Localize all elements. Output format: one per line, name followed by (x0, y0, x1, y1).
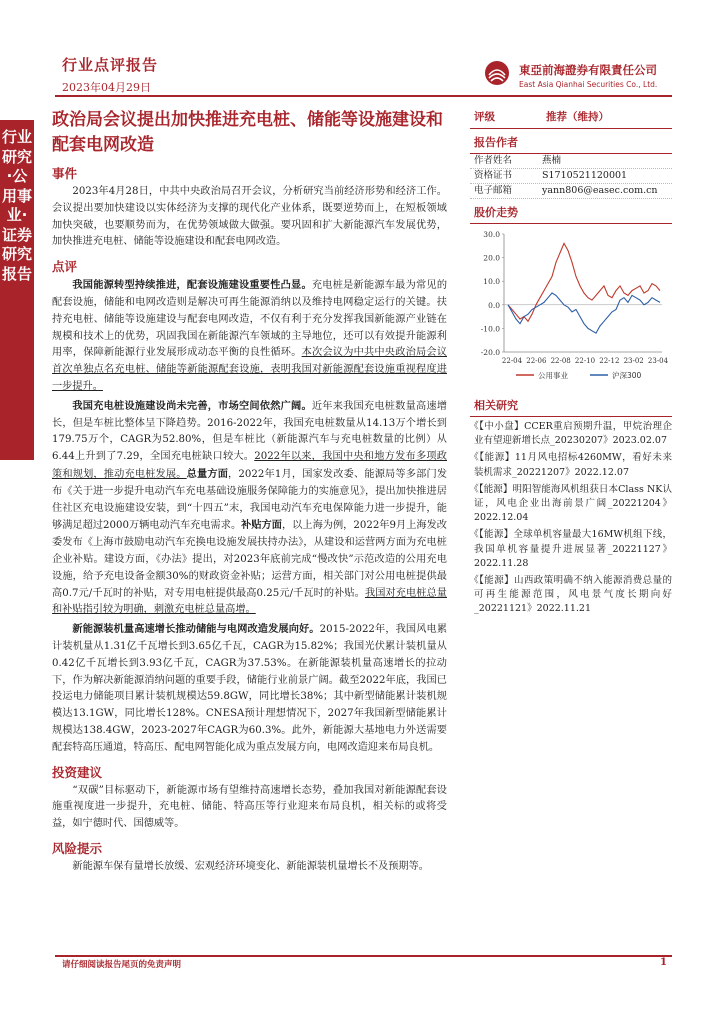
section-heading-risk: 风险提示 (52, 840, 103, 856)
authors-heading: 报告作者 (470, 131, 672, 154)
x-tick-label: 22-08 (550, 357, 571, 365)
rating-row (470, 104, 672, 129)
report-title: 政治局会议提出加快推进充电桩、储能等设施建设和配套电网改造 (52, 110, 443, 155)
author-row (470, 184, 672, 199)
p2-underline-1: 2022年以来，我国中央和地方发布多项政策和规划，推动充电桩发展。 (52, 451, 447, 480)
p2-body-3: ，以上海为例，2022年9月上海发改委发布《上海市鼓励电动汽车充换电设施发展扶持办法》，从建设和运营两方面为充电桩企业补贴。建设方面，《办法》提出，对2023年底前完成“慢改快”示范改造的公用充电设施，给予充电设备金额30%的财政资金补贴；运营方面，相关部门对公用电桩提供最高0.7元/千瓦时的补贴，对专用电桩提供最高0.25元/千瓦时的补贴。 (52, 520, 447, 599)
x-tick-label: 22-04 (501, 357, 523, 365)
y-tick-label: 20.0 (483, 253, 500, 263)
report-date: 2023年04月29日 (62, 81, 151, 94)
main-column (50, 104, 447, 878)
side-banner-text: 行业研究·公用事业·证券研究报告 (1, 128, 32, 283)
p3-body: 2015-2022年，我国风电累计装机量从1.31亿千瓦增长到3.65亿千瓦，CAGR为15.82%；我国光伏累计装机量从0.42亿千瓦增长到3.93亿千瓦，CAGR为37.53%。在新能源装机量高速增长的拉动下，作为解决新能源消纳问题的重要手段，储能行业前景广阔。截至2022年底，我国已投运电力储能项目累计装机规模达59.8GW，同比增长38%；其中新型储能累计装机规模达13.1GW，同比增长128%。CNESA预计理想情况下，2027年我国新型储能累计规模达138.4GW，2023-2027年CAGR为60.3%。此外，新能源大基地电力外送需要配套特高压通道，特高压、配电网智能化成为重点发展方向，电网改造迎来布局良机。 (52, 624, 448, 753)
company-name-cn: 東亞前海證券有限責任公司 (519, 63, 657, 77)
author-label: 作者姓名 (474, 155, 513, 166)
sidebar-column (470, 104, 672, 620)
y-tick-label: 30.0 (483, 230, 500, 239)
related-list (470, 420, 672, 617)
author-email[interactable]: yann806@easec.com.cn (542, 185, 658, 196)
footer-divider (55, 955, 672, 957)
section-heading-comment: 点评 (52, 259, 78, 275)
x-tick-label: 23-04 (647, 357, 669, 365)
author-value: 燕楠 (542, 155, 562, 166)
related-heading: 相关研究 (470, 394, 672, 417)
y-tick-label: -10.0 (480, 324, 500, 334)
author-label: 电子邮箱 (474, 185, 513, 196)
p2-underline-2: 我国对充电桩总量和补贴指引较为明确，刺激充电桩总量高增。 (52, 587, 447, 616)
p2-lead-subsidy: 补贴方面 (241, 519, 282, 532)
comment-paragraph-1 (52, 277, 447, 396)
y-tick-label: -20.0 (480, 348, 500, 357)
company-name-en: East Asia Qianhai Securities Co., Ltd. (519, 80, 658, 89)
author-row (470, 154, 672, 169)
series-line-1 (508, 293, 660, 333)
p3-lead: 新能源装机量高速增长推动储能与电网改造发展向好。 (72, 623, 320, 636)
event-paragraph: 2023年4月28日，中共中央政治局召开会议，分析研究当前经济形势和经济工作。会议提出要加快建设以实体经济为支撑的现代化产业体系，既要逆势而上，在短板领域加快突破，也要顺势而为，在优势领域做大做强。要巩固和扩大新能源汽车发展优势，加快推进充电桩、储能等设施建设和配套电网改造。 (52, 186, 447, 248)
report-type: 行业点评报告 (62, 56, 159, 74)
p1-lead: 我国能源转型持续推进，配套设施建设重要性凸显。 (72, 279, 312, 292)
x-tick-label: 23-02 (623, 357, 644, 365)
related-item[interactable]: 《【能源】明阳智能海风机组获日本Class NK认证，风电企业出海前景广阔_20221204》2022.12.04 (469, 483, 672, 524)
page-number: 1 (660, 957, 667, 968)
x-tick-label: 22-10 (574, 357, 596, 365)
series-line-0 (508, 243, 660, 321)
author-label: 资格证书 (474, 170, 513, 181)
invest-paragraph: “双碳”目标驱动下，新能源市场有望维持高速增长态势，叠加我国对新能源配套设施重视度进一步提升，充电桩、储能、特高压等行业迎来布局良机，相关标的或将受益，如宁德时代、国德威等。 (52, 784, 447, 830)
p2-body-2: ，2022年1月，国家发改委、能源局等多部门发布《关于进一步提升电动汽车充电基础设施服务保障能力的实施意见》，提出加快推进居住社区充电设施建设安装，到“十四五”末，我国电动汽车充电保障能力进一步提升，能够满足超过2000万辆电动汽车充电需求。 (52, 468, 448, 532)
comment-paragraph-2 (52, 398, 447, 619)
section-heading-event: 事件 (52, 166, 78, 181)
legend-label: 沪深300 (612, 371, 642, 380)
p2-body-1: 近年来我国充电桩数量高速增长，但是车桩比整体呈下降趋势。2016-2022年，我国充电桩数量从14.13万个增长到179.75万个，CAGR为52.80%，但是车桩比（新能源汽车与充电桩数量的比例）从6.44上升到了7.29，全国充电桩缺口较大。 (52, 400, 448, 463)
p2-lead-total: 总量方面 (186, 467, 229, 480)
related-item[interactable]: 《【能源】山西政策明确不纳入能源消费总量的可再生能源范围，风电景气度长期向好_20221121》2022.11.21 (469, 575, 672, 615)
rating-label: 评级 (474, 111, 495, 123)
stock-trend-chart (470, 228, 670, 388)
header-divider (55, 95, 672, 97)
comment-paragraph-3 (52, 621, 447, 756)
related-item[interactable]: 《【中小盘】CCER重启预期升温，甲烷治理企业有望迎新增长点_20230207》2023.02.07 (469, 421, 672, 447)
p1-body: 充电桩是新能源车最为常见的配套设施，储能和电网改造则是解决可再生能源消纳以及维持电网稳定运行的关键。扶持充电桩、储能等设施建设与配套电网改造，不仅有利于充分发挥我国新能源产业链在规模和技术上的优势，巩固我国在新能源汽车领域的主导地位，还可以有效提升能源利用率，保障新能源行业发展形成动态平衡的良性循环。 (52, 280, 448, 359)
y-tick-label: 10.0 (483, 277, 500, 287)
p1-underline: 本次会议为中共中央政治局会议首次单独点名充电桩、储能等新能源配套设施，表明我国对新能源配套设施重视程度进一步提升。 (52, 347, 447, 392)
section-heading-invest: 投资建议 (52, 764, 103, 780)
x-tick-label: 22-12 (599, 357, 620, 365)
p2-lead: 我国充电桩设施建设尚未完善，市场空间依然广阔。 (72, 399, 312, 412)
related-item[interactable]: 《【能源】11月风电招标4260MW，看好未来装机需求_20221207》2022.12.07 (469, 452, 672, 478)
rating-value: 推荐（维持） (546, 111, 609, 123)
legend-label: 公用事业 (538, 371, 568, 380)
y-tick-label: 0.0 (488, 300, 500, 310)
trend-heading: 股价走势 (470, 201, 672, 224)
author-value: S1710521120001 (542, 170, 628, 181)
footer-disclaimer[interactable]: 请仔细阅读报告尾页的免责声明 (62, 960, 182, 970)
related-item[interactable]: 《【能源】全球单机容量最大16MW机组下线，我国单机容量提升进展显著_20221127》2022.11.28 (469, 529, 672, 569)
company-logo-icon (484, 60, 510, 86)
x-tick-label: 22-06 (526, 357, 547, 365)
risk-paragraph: 新能源车保有量增长放缓、宏观经济环境变化、新能源装机量增长不及预期等。 (72, 860, 429, 872)
author-row (470, 169, 672, 184)
